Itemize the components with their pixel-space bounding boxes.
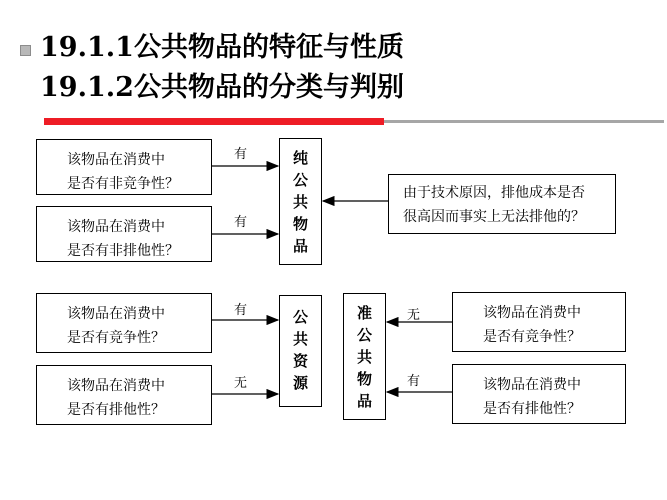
question-text: 是否有竞争性？ [483,329,581,345]
title-line-1: 19.1.1公共物品的特征与性质 [40,32,404,63]
category-char: 物 [292,215,308,233]
category-char: 物 [356,370,372,388]
arrow-label: 无 [407,308,421,323]
question-box-excludable-left [36,365,212,425]
arrow-label: 有 [407,374,421,389]
question-text: 该物品在消费中 [67,152,165,168]
title-line-2: 19.1.2公共物品的分类与判别 [40,72,404,103]
question-box-rival-left [36,293,212,353]
question-text: 该物品在消费中 [483,305,581,321]
note-text: 很高因而事实上无法排他的？ [403,209,585,225]
question-text: 是否有非竞争性？ [67,176,179,192]
question-text: 该物品在消费中 [483,377,581,393]
category-char: 公 [356,326,372,344]
category-char: 公 [292,171,308,189]
category-common-resource [279,295,322,407]
category-char: 共 [292,330,308,348]
question-text: 是否有排他性？ [67,402,165,418]
category-char: 纯 [292,149,308,167]
category-char: 共 [292,193,308,211]
category-char: 源 [292,374,308,392]
question-text: 该物品在消费中 [67,306,165,322]
question-text: 该物品在消费中 [67,378,165,394]
question-box-nonexcludable [36,206,212,262]
category-char: 品 [356,392,372,410]
category-char: 资 [292,352,308,370]
category-char: 品 [292,237,308,255]
question-text: 是否有竞争性？ [67,330,165,346]
category-char: 准 [356,304,372,322]
note-box-exclusion-cost [388,174,616,234]
arrow-label: 有 [234,147,248,162]
question-box-excludable-right [452,364,626,424]
question-text: 该物品在消费中 [67,219,165,235]
question-box-rival-right [452,292,626,352]
question-text: 是否有非排他性？ [67,243,179,259]
category-char: 共 [356,348,372,366]
arrow-label: 有 [234,215,248,230]
category-pure-public-good [279,138,322,265]
arrow-label: 无 [234,376,248,391]
question-box-nonrival [36,139,212,195]
category-char: 公 [292,308,308,326]
note-text: 由于技术原因，排他成本是否 [403,185,585,201]
arrow-label: 有 [234,303,248,318]
question-text: 是否有排他性？ [483,401,581,417]
category-quasi-public-good [343,293,386,420]
